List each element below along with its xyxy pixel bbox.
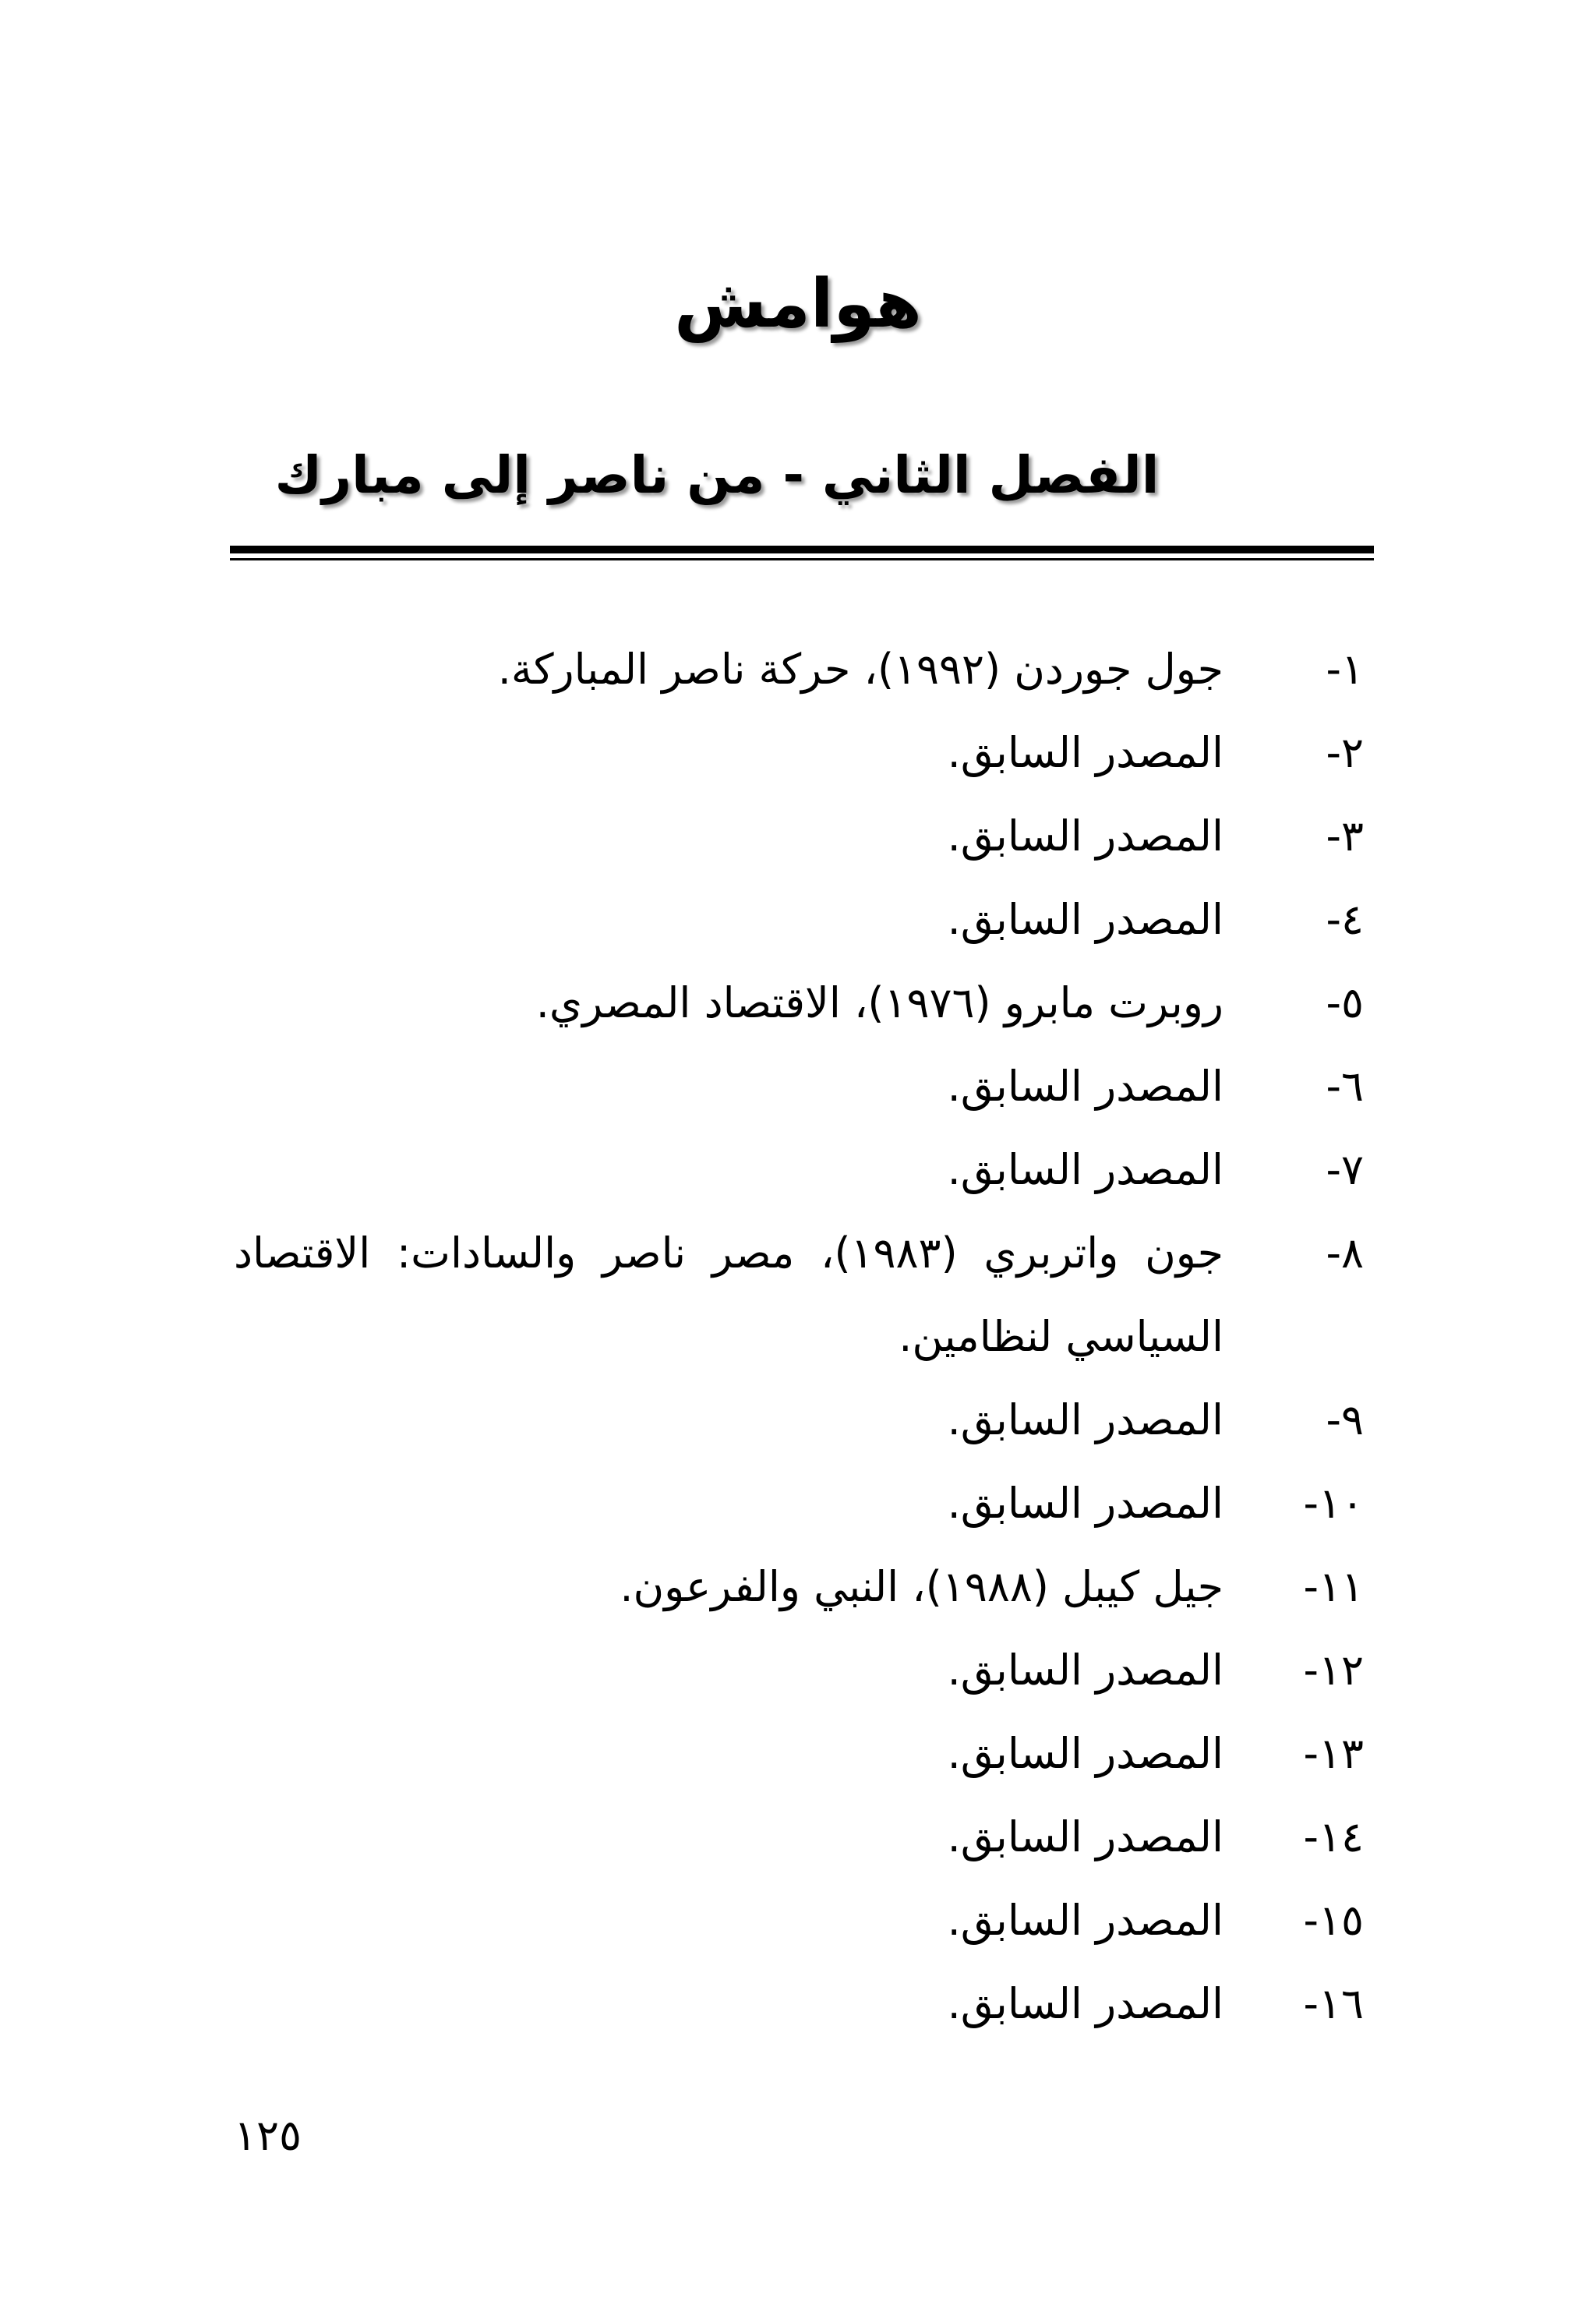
note-number: ٢- bbox=[1326, 728, 1364, 777]
note-number: ٦- bbox=[1326, 1062, 1364, 1111]
note-text: جيل كيبل (١٩٨٨)، النبي والفرعون. bbox=[620, 1562, 1223, 1611]
page-title: هوامش bbox=[674, 265, 922, 343]
notes-list bbox=[234, 628, 1364, 2045]
note-text: جون واتربري (١٩٨٣)، مصر ناصر والسادات: الاقتصاد السياسي لنظامين. bbox=[234, 1229, 1224, 1361]
note-text: روبرت مابرو (١٩٧٦)، الاقتصاد المصري. bbox=[535, 978, 1223, 1027]
note-text: المصدر السابق. bbox=[947, 811, 1223, 861]
chapter-subtitle: الفصل الثاني - من ناصر إلى مبارك bbox=[274, 445, 1160, 505]
note-text: المصدر السابق. bbox=[947, 1479, 1223, 1528]
note-text: المصدر السابق. bbox=[947, 1646, 1223, 1695]
page-number: ١٢٥ bbox=[234, 2111, 302, 2160]
note-number: ٩- bbox=[1326, 1395, 1364, 1444]
note-item bbox=[234, 1545, 1364, 1628]
note-item bbox=[234, 1128, 1364, 1211]
divider-thick bbox=[230, 546, 1374, 553]
note-item bbox=[234, 1962, 1364, 2045]
note-number: ١- bbox=[1326, 645, 1364, 694]
note-item bbox=[234, 1712, 1364, 1795]
note-number: ٥- bbox=[1326, 978, 1364, 1027]
note-item bbox=[234, 1462, 1364, 1545]
note-number: ٨- bbox=[1326, 1229, 1364, 1278]
divider-thin bbox=[230, 558, 1374, 560]
note-text: المصدر السابق. bbox=[947, 1729, 1223, 1778]
note-text: المصدر السابق. bbox=[947, 1979, 1223, 2028]
note-number: ١٤- bbox=[1303, 1812, 1364, 1861]
note-item bbox=[234, 1045, 1364, 1128]
note-item bbox=[234, 711, 1364, 794]
note-item bbox=[234, 794, 1364, 878]
note-item bbox=[234, 1879, 1364, 1962]
note-text: المصدر السابق. bbox=[947, 728, 1223, 777]
note-item bbox=[234, 1211, 1364, 1378]
note-number: ١١- bbox=[1303, 1562, 1364, 1611]
note-number: ١٠- bbox=[1303, 1479, 1364, 1528]
note-text: جول جوردن (١٩٩٢)، حركة ناصر المباركة. bbox=[497, 645, 1223, 694]
note-text: المصدر السابق. bbox=[947, 1145, 1223, 1194]
note-item bbox=[234, 1795, 1364, 1879]
note-item bbox=[234, 961, 1364, 1045]
note-number: ٤- bbox=[1326, 895, 1364, 944]
note-text: المصدر السابق. bbox=[947, 1062, 1223, 1111]
note-number: ١٣- bbox=[1303, 1729, 1364, 1778]
note-text: المصدر السابق. bbox=[947, 1395, 1223, 1444]
note-text: المصدر السابق. bbox=[947, 1812, 1223, 1861]
note-number: ١٥- bbox=[1303, 1896, 1364, 1945]
note-number: ٧- bbox=[1326, 1145, 1364, 1194]
note-item bbox=[234, 878, 1364, 961]
note-text: المصدر السابق. bbox=[947, 895, 1223, 944]
note-number: ٣- bbox=[1326, 811, 1364, 861]
note-text: المصدر السابق. bbox=[947, 1896, 1223, 1945]
note-number: ١٢- bbox=[1303, 1646, 1364, 1695]
note-number: ١٦- bbox=[1303, 1979, 1364, 2028]
note-item bbox=[234, 1378, 1364, 1462]
note-item bbox=[234, 628, 1364, 711]
note-item bbox=[234, 1628, 1364, 1712]
